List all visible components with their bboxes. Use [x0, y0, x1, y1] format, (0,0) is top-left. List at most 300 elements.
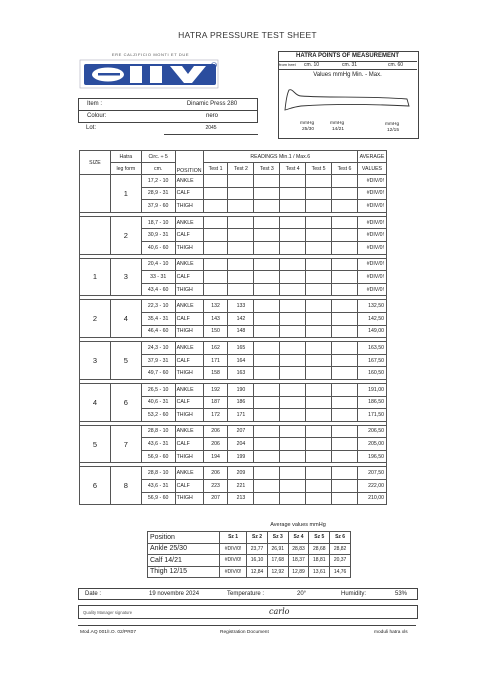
sheet-title: HATRA PRESSURE TEST SHEET: [178, 30, 317, 40]
average-cell: #DIV/0!: [357, 200, 386, 213]
average-header: AVERAGE: [357, 151, 386, 163]
registration-document: Registration Document: [220, 630, 269, 635]
test-2-cell[interactable]: [228, 187, 254, 200]
test-2-cell[interactable]: 207: [228, 425, 254, 438]
test-4-cell[interactable]: [280, 396, 306, 409]
test-6-cell[interactable]: [332, 187, 358, 200]
circ-cell: 28,8 - 10: [141, 425, 175, 438]
average-cell: #DIV/0!: [357, 283, 386, 296]
test-5-cell[interactable]: [306, 283, 332, 296]
test-4-cell[interactable]: [280, 438, 306, 451]
test-5-cell[interactable]: [306, 383, 332, 396]
test-4-cell[interactable]: [280, 492, 306, 505]
circ-cell: 43,6 - 31: [141, 438, 175, 451]
test-5-cell[interactable]: [306, 409, 332, 422]
average-cell: #DIV/0!: [357, 216, 386, 229]
average-value-cell: 28,83: [288, 543, 309, 555]
position-cell: ANKLE: [175, 300, 203, 313]
position-cell: THIGH: [175, 367, 203, 380]
test-1-cell[interactable]: 206: [203, 467, 228, 480]
signature-row: [78, 605, 418, 619]
test-2-cell[interactable]: 190: [228, 383, 254, 396]
test-3-cell[interactable]: [254, 258, 280, 271]
average-value-cell: 18,37: [288, 555, 309, 567]
test-1-cell[interactable]: [203, 283, 228, 296]
test-6-cell[interactable]: [332, 438, 358, 451]
average-cell: #DIV/0!: [357, 258, 386, 271]
average-cell: 191,00: [357, 383, 386, 396]
average-values-title: Average values mmHg: [270, 522, 326, 528]
size-header: SIZE: [80, 151, 111, 175]
position-cell: ANKLE: [175, 467, 203, 480]
test-4-cell[interactable]: [280, 325, 306, 338]
position-cell: CALF: [175, 396, 203, 409]
average-cell: 222,00: [357, 480, 386, 493]
test-2-cell[interactable]: 163: [228, 367, 254, 380]
avg-col-sz6: Sz 6: [330, 532, 351, 544]
average-row: [148, 543, 351, 555]
circ-cell: 18,7 - 10: [141, 216, 175, 229]
test-1-cell[interactable]: 223: [203, 480, 228, 493]
test-4-cell[interactable]: [280, 300, 306, 313]
leg-form-cell: 5: [110, 342, 141, 380]
test-3-cell[interactable]: [254, 396, 280, 409]
leg-form-cell: 2: [110, 216, 141, 254]
leg-form-cell: 7: [110, 425, 141, 463]
test-3-cell[interactable]: [254, 216, 280, 229]
test-5-cell[interactable]: [306, 187, 332, 200]
mmhg-label-1: mmHg: [300, 121, 315, 126]
test-4-cell[interactable]: [280, 480, 306, 493]
lot-value: 2045: [164, 123, 258, 135]
readings-table: [79, 150, 387, 505]
average-value-cell: 20,37: [330, 555, 351, 567]
test-4-cell[interactable]: [280, 175, 306, 188]
test-6-cell[interactable]: [332, 354, 358, 367]
test-5-cell[interactable]: [306, 480, 332, 493]
circ-cell: 37,9 - 60: [141, 200, 175, 213]
test-3-cell[interactable]: [254, 354, 280, 367]
table-row: [80, 467, 387, 480]
test-3-cell[interactable]: [254, 383, 280, 396]
test-1-cell[interactable]: 172: [203, 409, 228, 422]
test-6-cell[interactable]: [332, 200, 358, 213]
test-6-cell[interactable]: [332, 425, 358, 438]
position-cell: THIGH: [175, 325, 203, 338]
measurement-points-row: [278, 61, 417, 70]
test-2-cell[interactable]: [228, 200, 254, 213]
footer-divider: [78, 625, 416, 626]
circ-cell: 22,3 - 10: [141, 300, 175, 313]
test-2-cell[interactable]: 199: [228, 450, 254, 463]
circ-cell: 33 - 31: [141, 271, 175, 284]
average-cell: #DIV/0!: [357, 175, 386, 188]
test-6-cell[interactable]: [332, 409, 358, 422]
test-2-header: Test 2: [228, 163, 254, 175]
circ-cell: 20,4 - 10: [141, 258, 175, 271]
average-row-label: Calf 14/21: [148, 555, 220, 567]
test-1-cell[interactable]: [203, 241, 228, 254]
test-2-cell[interactable]: [228, 241, 254, 254]
avg-col-sz2: Sz 2: [247, 532, 268, 544]
circ-header: Circ. ÷ 5: [141, 151, 175, 163]
test-2-cell[interactable]: 209: [228, 467, 254, 480]
test-5-cell[interactable]: [306, 354, 332, 367]
leg-form-header: leg form: [110, 163, 141, 175]
average-cell: 186,50: [357, 396, 386, 409]
range-ankle: 25/30: [302, 127, 315, 132]
test-2-cell[interactable]: [228, 258, 254, 271]
test-3-cell[interactable]: [254, 283, 280, 296]
test-4-cell[interactable]: [280, 383, 306, 396]
test-1-cell[interactable]: 132: [203, 300, 228, 313]
average-value-cell: 14,76: [330, 566, 351, 578]
test-5-cell[interactable]: [306, 241, 332, 254]
date-label: Date :: [85, 591, 102, 597]
test-3-header: Test 3: [254, 163, 280, 175]
measurement-title: HATRA POINTS OF MEASUREMENT: [278, 51, 417, 62]
test-5-cell[interactable]: [306, 258, 332, 271]
circ-cell: 56,9 - 60: [141, 450, 175, 463]
values-header: VALUES: [357, 163, 386, 175]
test-4-cell[interactable]: [280, 342, 306, 355]
average-value-cell: 16,10: [247, 555, 268, 567]
test-2-cell[interactable]: [228, 229, 254, 242]
test-3-cell[interactable]: [254, 300, 280, 313]
test-1-cell[interactable]: 143: [203, 312, 228, 325]
table-row: [80, 383, 387, 396]
values-label: Values mmHg Min. - Max.: [313, 72, 382, 78]
position-cell: ANKLE: [175, 175, 203, 188]
test-1-cell[interactable]: [203, 187, 228, 200]
leg-form-cell: 4: [110, 300, 141, 338]
point-2: cm. 31: [342, 62, 358, 68]
test-1-cell[interactable]: 158: [203, 367, 228, 380]
test-3-cell[interactable]: [254, 312, 280, 325]
test-4-cell[interactable]: [280, 229, 306, 242]
point-3: cm. 60: [388, 62, 404, 68]
circ-cell: 35,4 - 31: [141, 312, 175, 325]
test-2-cell[interactable]: 164: [228, 354, 254, 367]
average-cell: 205,00: [357, 438, 386, 451]
average-cell: 207,50: [357, 467, 386, 480]
test-4-cell[interactable]: [280, 258, 306, 271]
circ-cell: 46,4 - 60: [141, 325, 175, 338]
circ-cell: 28,8 - 10: [141, 467, 175, 480]
test-6-cell[interactable]: [332, 450, 358, 463]
position-cell: THIGH: [175, 200, 203, 213]
test-4-cell[interactable]: [280, 425, 306, 438]
avg-col-sz5: Sz 5: [309, 532, 330, 544]
test-4-cell[interactable]: [280, 271, 306, 284]
mmhg-label-2: mmHg: [330, 121, 345, 126]
average-cell: 210,00: [357, 492, 386, 505]
test-2-cell[interactable]: 133: [228, 300, 254, 313]
test-6-cell[interactable]: [332, 271, 358, 284]
average-value-cell: #DIV/0!: [220, 566, 247, 578]
average-value-cell: 23,77: [247, 543, 268, 555]
test-6-header: Test 6: [332, 163, 358, 175]
average-cell: #DIV/0!: [357, 241, 386, 254]
position-cell: CALF: [175, 312, 203, 325]
test-6-cell[interactable]: [332, 241, 358, 254]
average-cell: #DIV/0!: [357, 271, 386, 284]
size-cell: [80, 175, 111, 213]
average-cell: 167,50: [357, 354, 386, 367]
position-header: POSITION: [175, 151, 203, 175]
test-6-cell[interactable]: [332, 480, 358, 493]
test-2-cell[interactable]: 165: [228, 342, 254, 355]
test-5-cell[interactable]: [306, 325, 332, 338]
average-value-cell: #DIV/0!: [220, 555, 247, 567]
test-3-cell[interactable]: [254, 425, 280, 438]
item-value: Dinamic Press 280: [186, 101, 238, 107]
size-cell: 4: [80, 383, 111, 421]
table-row: [80, 175, 387, 188]
test-1-header: Test 1: [203, 163, 228, 175]
average-cell: #DIV/0!: [357, 187, 386, 200]
position-cell: THIGH: [175, 409, 203, 422]
test-6-cell[interactable]: [332, 383, 358, 396]
average-cell: 132,50: [357, 300, 386, 313]
test-4-cell[interactable]: [280, 312, 306, 325]
test-5-cell[interactable]: [306, 467, 332, 480]
test-5-cell[interactable]: [306, 425, 332, 438]
test-1-cell[interactable]: 187: [203, 396, 228, 409]
test-3-cell[interactable]: [254, 342, 280, 355]
table-row: [80, 300, 387, 313]
average-value-cell: 13,61: [309, 566, 330, 578]
point-1: cm. 10: [304, 62, 320, 68]
colour-label: Colour:: [87, 113, 107, 119]
hatra-header: Hatra: [110, 151, 141, 163]
conditions-row: [78, 588, 418, 600]
test-1-cell[interactable]: 150: [203, 325, 228, 338]
test-5-cell[interactable]: [306, 229, 332, 242]
test-2-cell[interactable]: 204: [228, 438, 254, 451]
test-2-cell[interactable]: 142: [228, 312, 254, 325]
avg-position-header: Position: [148, 532, 220, 544]
test-5-cell[interactable]: [306, 271, 332, 284]
test-5-cell[interactable]: [306, 367, 332, 380]
position-cell: CALF: [175, 480, 203, 493]
test-2-cell[interactable]: [228, 216, 254, 229]
test-4-cell[interactable]: [280, 450, 306, 463]
test-1-cell[interactable]: 206: [203, 425, 228, 438]
circ-cell: 26,5 - 10: [141, 383, 175, 396]
item-label: Item :: [87, 101, 103, 107]
test-1-cell[interactable]: 206: [203, 438, 228, 451]
test-4-cell[interactable]: [280, 283, 306, 296]
test-1-cell[interactable]: 171: [203, 354, 228, 367]
position-cell: CALF: [175, 229, 203, 242]
test-6-cell[interactable]: [332, 283, 358, 296]
test-3-cell[interactable]: [254, 187, 280, 200]
test-4-cell[interactable]: [280, 354, 306, 367]
test-2-cell[interactable]: 213: [228, 492, 254, 505]
leg-form-cell: 3: [110, 258, 141, 296]
test-2-cell[interactable]: [228, 283, 254, 296]
position-cell: CALF: [175, 354, 203, 367]
table-row: [80, 216, 387, 229]
logo-caption: ERE CALZIFICIO MONTI ET DUE: [111, 52, 190, 57]
test-5-cell[interactable]: [306, 450, 332, 463]
test-6-cell[interactable]: [332, 467, 358, 480]
test-6-cell[interactable]: [332, 216, 358, 229]
test-5-cell[interactable]: [306, 492, 332, 505]
test-6-cell[interactable]: [332, 300, 358, 313]
size-cell: 2: [80, 300, 111, 338]
position-cell: THIGH: [175, 492, 203, 505]
test-3-cell[interactable]: [254, 480, 280, 493]
table-row: [80, 342, 387, 355]
test-3-cell[interactable]: [254, 467, 280, 480]
test-4-cell[interactable]: [280, 187, 306, 200]
test-3-cell[interactable]: [254, 229, 280, 242]
test-6-cell[interactable]: [332, 175, 358, 188]
test-1-cell[interactable]: [203, 216, 228, 229]
circ-cell: 49,7 - 60: [141, 367, 175, 380]
test-5-cell[interactable]: [306, 396, 332, 409]
test-2-cell[interactable]: [228, 175, 254, 188]
position-cell: CALF: [175, 271, 203, 284]
test-6-cell[interactable]: [332, 258, 358, 271]
test-2-cell[interactable]: 221: [228, 480, 254, 493]
form-code: Mod.AQ 001/I.O. 02/PR07: [80, 630, 136, 635]
size-cell: 5: [80, 425, 111, 463]
test-3-cell[interactable]: [254, 241, 280, 254]
test-3-cell[interactable]: [254, 271, 280, 284]
lot-row: [78, 123, 258, 134]
test-3-cell[interactable]: [254, 325, 280, 338]
test-5-cell[interactable]: [306, 200, 332, 213]
test-1-cell[interactable]: 207: [203, 492, 228, 505]
circ-cell: 43,4 - 60: [141, 283, 175, 296]
lot-label: Lot:: [86, 125, 97, 131]
colour-value: nero: [205, 113, 218, 119]
test-4-cell[interactable]: [280, 467, 306, 480]
test-1-cell[interactable]: [203, 175, 228, 188]
brand-logo: [78, 52, 223, 90]
test-5-cell[interactable]: [306, 438, 332, 451]
test-1-cell[interactable]: 162: [203, 342, 228, 355]
test-2-cell[interactable]: 186: [228, 396, 254, 409]
size-cell: 1: [80, 258, 111, 296]
circ-cell: 53,2 - 60: [141, 409, 175, 422]
circ-cell: 43,6 - 31: [141, 480, 175, 493]
test-2-cell[interactable]: 148: [228, 325, 254, 338]
test-5-cell[interactable]: [306, 312, 332, 325]
position-cell: THIGH: [175, 450, 203, 463]
position-cell: ANKLE: [175, 383, 203, 396]
quality-manager-label: Quality Manager signature: [83, 610, 133, 615]
test-3-cell[interactable]: [254, 175, 280, 188]
size-cell: 3: [80, 342, 111, 380]
test-6-cell[interactable]: [332, 312, 358, 325]
from-heel-label: from heel: [279, 62, 296, 67]
signature: carlo: [269, 607, 290, 616]
average-cell: 149,00: [357, 325, 386, 338]
average-value-cell: 28,82: [330, 543, 351, 555]
test-1-cell[interactable]: [203, 271, 228, 284]
test-1-cell[interactable]: 194: [203, 450, 228, 463]
test-3-cell[interactable]: [254, 492, 280, 505]
average-value-cell: 18,81: [309, 555, 330, 567]
average-cell: 142,50: [357, 312, 386, 325]
average-value-cell: 28,68: [309, 543, 330, 555]
position-cell: ANKLE: [175, 216, 203, 229]
test-4-cell[interactable]: [280, 409, 306, 422]
avg-col-sz1: Sz 1: [220, 532, 247, 544]
table-row: [80, 258, 387, 271]
leg-form-cell: 6: [110, 383, 141, 421]
test-2-cell[interactable]: 171: [228, 409, 254, 422]
test-6-cell[interactable]: [332, 492, 358, 505]
test-1-cell[interactable]: [203, 200, 228, 213]
test-3-cell[interactable]: [254, 438, 280, 451]
test-4-cell[interactable]: [280, 241, 306, 254]
position-cell: CALF: [175, 187, 203, 200]
leg-form-cell: 8: [110, 467, 141, 505]
test-1-cell[interactable]: [203, 258, 228, 271]
test-6-cell[interactable]: [332, 396, 358, 409]
test-2-cell[interactable]: [228, 271, 254, 284]
test-5-cell[interactable]: [306, 216, 332, 229]
test-3-cell[interactable]: [254, 367, 280, 380]
average-values-table: [147, 531, 351, 578]
humidity-label: Humidity:: [341, 591, 367, 597]
average-cell: 160,50: [357, 367, 386, 380]
average-cell: #DIV/0!: [357, 229, 386, 242]
test-4-header: Test 4: [280, 163, 306, 175]
average-value-cell: 12,84: [247, 566, 268, 578]
test-4-cell[interactable]: [280, 200, 306, 213]
leg-profile-diagram: [279, 82, 416, 121]
circ-cell: 37,9 - 31: [141, 354, 175, 367]
size-cell: 6: [80, 467, 111, 505]
test-6-cell[interactable]: [332, 325, 358, 338]
test-6-cell[interactable]: [332, 342, 358, 355]
test-6-cell[interactable]: [332, 229, 358, 242]
position-cell: CALF: [175, 438, 203, 451]
cm-header: cm.: [141, 163, 175, 175]
average-value-cell: 12,89: [288, 566, 309, 578]
avg-col-sz3: Sz 3: [267, 532, 288, 544]
average-row: [148, 555, 351, 567]
test-4-cell[interactable]: [280, 367, 306, 380]
test-3-cell[interactable]: [254, 200, 280, 213]
position-cell: ANKLE: [175, 342, 203, 355]
test-5-cell[interactable]: [306, 300, 332, 313]
test-5-cell[interactable]: [306, 175, 332, 188]
position-cell: THIGH: [175, 241, 203, 254]
test-3-cell[interactable]: [254, 409, 280, 422]
circ-cell: 40,6 - 31: [141, 396, 175, 409]
humidity-value: 53%: [395, 591, 408, 597]
test-1-cell[interactable]: [203, 229, 228, 242]
average-cell: 163,50: [357, 342, 386, 355]
readings-header: READINGS Min.1 / Max.6: [203, 151, 357, 163]
file-name: moduli hatra xls: [374, 630, 408, 635]
average-value-cell: 17,68: [267, 555, 288, 567]
test-3-cell[interactable]: [254, 450, 280, 463]
circ-cell: 30,9 - 31: [141, 229, 175, 242]
test-1-cell[interactable]: 192: [203, 383, 228, 396]
average-value-cell: 26,91: [267, 543, 288, 555]
test-6-cell[interactable]: [332, 367, 358, 380]
test-5-cell[interactable]: [306, 342, 332, 355]
test-4-cell[interactable]: [280, 216, 306, 229]
